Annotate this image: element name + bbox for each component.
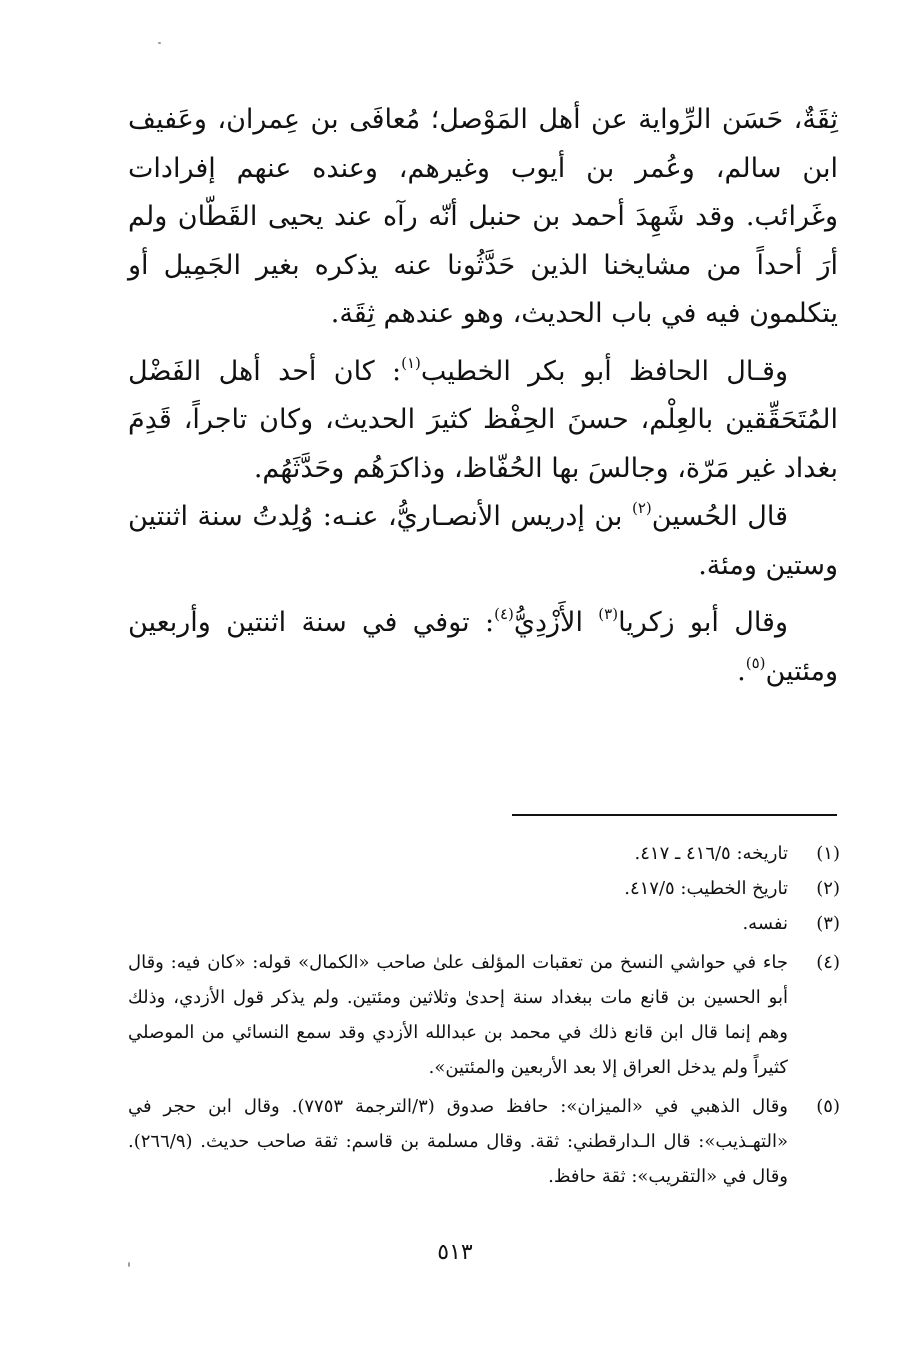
text-run: : توفي في سنة اثنتين وأربعين <box>128 607 495 638</box>
text-line: ثِقَةٌ، حَسَن الرِّواية عن أهل المَوْصل؛ مُعافَى بن عِمران، وعَفيف <box>128 104 838 135</box>
scan-speck <box>128 1262 130 1267</box>
text-run: . <box>737 655 746 687</box>
footnote-text <box>128 945 788 1085</box>
footnote-ref-2[interactable]: (٢) <box>631 499 652 517</box>
text-run: قال الحُسين <box>651 501 788 532</box>
paragraph-1 <box>128 96 838 339</box>
paragraph-4 <box>128 599 838 696</box>
footnote-text: تاريخ الخطيب: ٤١٧/٥. <box>624 878 788 899</box>
text-run: بن إدريس الأنصـاريُّ، عنـه: وُلِدتُ سنة <box>197 501 632 532</box>
footnote-line: الأزدي، وذلك وهم إنما قال ابن قانع ذلك في محمد بن عبدالله الأزدي وقد سمع <box>128 987 788 1043</box>
footnote-number: (٣) <box>816 913 840 934</box>
text-run: وقال أبو زكريا <box>618 607 788 638</box>
scan-speck <box>158 42 161 44</box>
text-run: ومئتين <box>765 655 838 687</box>
footnote-line: وقال أبو الحسين بن قانع مات ببغداد سنة إحدىٰ وثلاثين ومئتين. ولم يذكر قول <box>128 952 788 1008</box>
footnote-1 <box>128 836 840 871</box>
text-run: الأَزْدِيُّ <box>513 607 599 638</box>
footnote-line: وقال الذهبي في «الميزان»: حافظ صدوق (٣/الترجمة ٧٧٥٣). وقال ابن حجر في <box>128 1096 788 1117</box>
footnote-line: (٢٦٦/٩). وقال في «التقريب»: ثقة حافظ. <box>128 1131 788 1187</box>
footnote-5 <box>128 1089 840 1194</box>
footnote-number: (٢) <box>816 878 840 899</box>
page-number: ٥١٣ <box>437 1240 473 1265</box>
footnote-text: تاريخه: ٤١٦/٥ ـ ٤١٧. <box>634 843 788 864</box>
footnote-3 <box>128 906 840 941</box>
paragraph-2 <box>128 348 838 494</box>
footnote-ref-4[interactable]: (٤) <box>494 605 514 623</box>
footnote-text <box>128 1089 788 1194</box>
footnote-line: النسائي من الموصلي كثيراً ولم يدخل العراق إلا بعد الأربعين والمئتين». <box>128 1022 788 1078</box>
main-text <box>128 96 838 696</box>
text-line: وقد شَهِدَ أحمد بن حنبل أنّه رآه عند يحيى القَطّان ولم أرَ أحداً <box>128 201 838 281</box>
text-line: ابن سالم، وعُمر بن أيوب وغيرهم، وعنده عنهم إفرادات وغَرائب. <box>128 152 838 232</box>
text-line: المُتَحَقِّقين بالعِلْم، حسنَ الحِفْظ كثيرَ الحديث، وكان تاجراً، قَدِمَ <box>128 404 838 435</box>
footnote-number: (٥) <box>816 1096 840 1117</box>
footnote-ref-3[interactable]: (٣) <box>598 605 619 623</box>
text-run: : كان أحد أهل الفَضْل <box>128 355 402 387</box>
footnote-text: نفسه. <box>742 913 788 934</box>
footnote-ref-5[interactable]: (٥) <box>745 653 766 672</box>
text-line: اثنتين وستين ومئة. <box>128 501 838 581</box>
footnote-number: (١) <box>816 843 840 864</box>
footnote-2 <box>128 871 840 906</box>
paragraph-3 <box>128 493 838 590</box>
footnote-number: (٤) <box>816 952 840 973</box>
footnotes <box>128 836 840 1194</box>
text-line: من مشايخنا الذين حَدَّثُونا عنه يذكره بغير الجَمِيل أو يتكلمون فيه <box>128 249 838 329</box>
text-line: في باب الحديث، وهو عندهم ثِقَة. <box>330 298 697 329</box>
footnote-4 <box>128 945 840 1085</box>
footnote-line: جاء في حواشي النسخ من تعقبات المؤلف علىٰ صاحب «الكمال» قوله: «كان فيه: <box>170 952 788 973</box>
footnote-line: «التهـذيب»: قال الـدارقطني: ثقة. وقال مسلمة بن قاسم: ثقة صاحب حديث. <box>200 1131 788 1152</box>
text-run: وقـال الحافظ أبو بكر الخطيب <box>420 355 788 387</box>
text-line: بغداد غير مَرّة، وجالسَ بها الحُفّاظ، وذاكرَهُم وحَدَّثَهُم. <box>253 452 838 484</box>
footnote-separator <box>512 814 837 816</box>
footnote-ref-1[interactable]: (١) <box>401 353 421 372</box>
